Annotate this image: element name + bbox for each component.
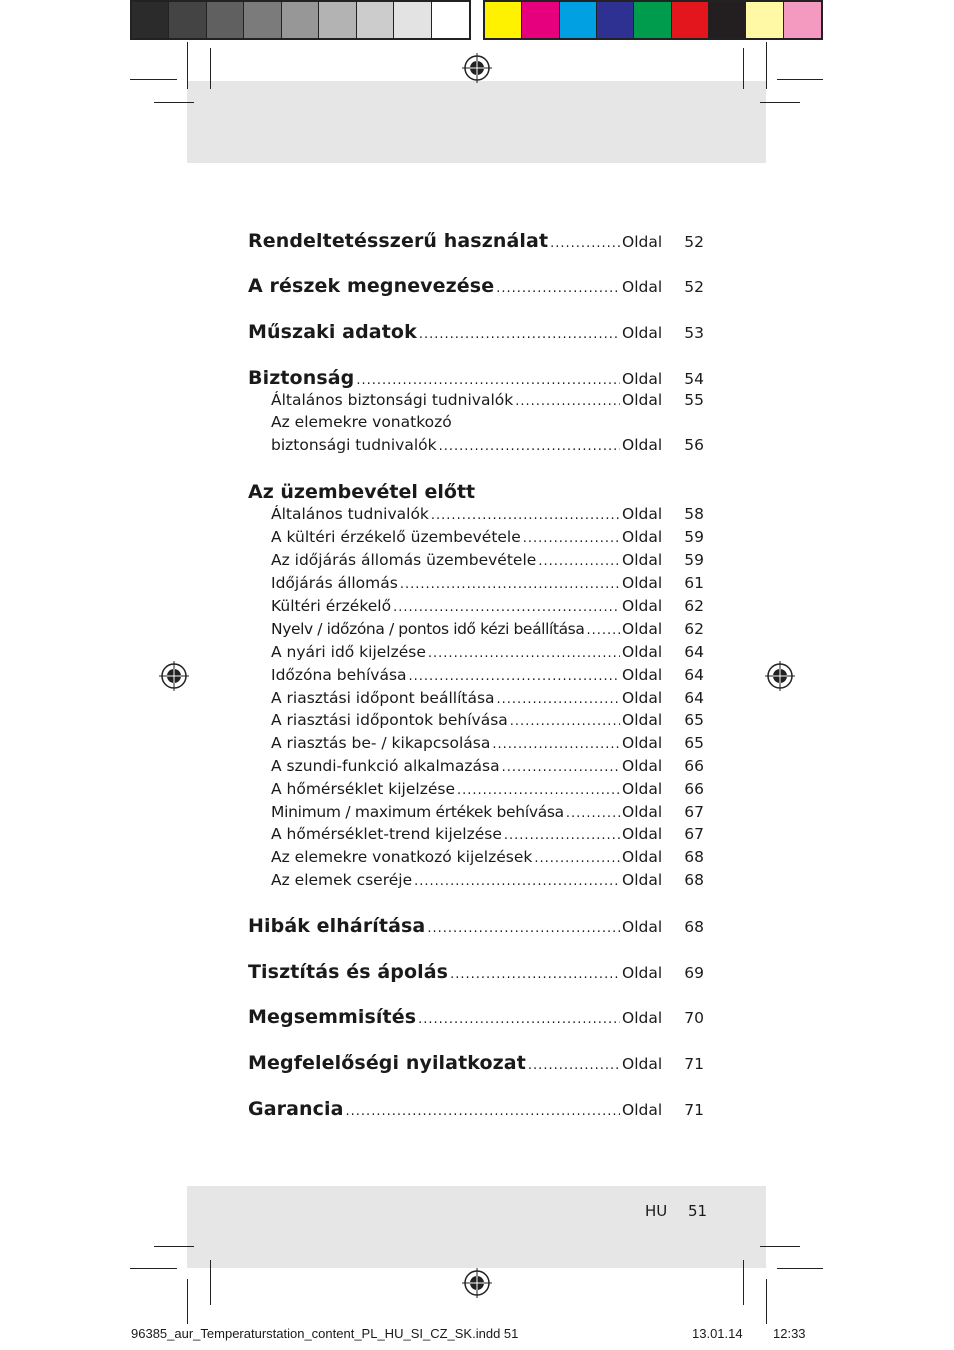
toc-page-number: 59 [684,551,704,569]
toc-subentry[interactable] [271,574,704,597]
toc-entry[interactable] [248,915,704,938]
toc-page-number: 67 [684,825,704,843]
toc-entry-title: Az időjárás állomás üzembevétele [271,551,537,569]
toc-subentry[interactable] [271,666,704,689]
toc-entry[interactable] [248,1006,704,1029]
leader-dots [497,692,620,707]
toc-entry-title: A riasztási időpont beállítása [271,689,495,707]
registration-mark-icon [462,1268,492,1298]
toc-entry-title: A riasztás be- / kikapcsolása [271,734,491,752]
color-swatch [597,2,634,38]
toc-oldal-label: Oldal [622,233,663,251]
toc-page-number: 68 [684,918,704,936]
crop-mark [766,1279,767,1324]
toc-entry[interactable] [248,1052,704,1075]
color-swatch [784,2,821,38]
toc-subentry[interactable] [271,711,704,734]
crop-mark [210,48,211,89]
toc-entry[interactable] [248,1098,704,1121]
leader-dots [356,373,620,388]
toc-page-number: 56 [684,436,704,454]
toc-oldal-label: Oldal [622,643,663,661]
toc-page-number: 65 [684,734,704,752]
crop-mark [210,1260,211,1305]
toc-page-number: 54 [684,370,704,388]
toc-entry-title: Rendeltetésszerű használat [248,230,549,252]
toc-subentry[interactable] [271,780,704,803]
color-swatch [634,2,671,38]
leader-dots [393,600,620,615]
toc-entry-title: A nyári idő kijelzése [271,643,426,661]
toc-entry-title: Az elemek cseréje [271,871,413,889]
registration-mark-icon [765,661,795,691]
toc-page-number: 67 [684,803,704,821]
toc-entry-title: Időzóna behívása [271,666,407,684]
toc-oldal-label: Oldal [622,825,663,843]
toc-entry-title: Minimum / maximum értékek behívása [271,803,564,821]
registration-mark-icon [159,661,189,691]
color-swatch [244,2,281,38]
color-swatch [432,2,469,38]
toc-entry-title: Általános biztonsági tudnivalók [271,391,514,409]
toc-oldal-label: Oldal [622,757,663,775]
toc-oldal-label: Oldal [622,964,663,982]
crop-mark [766,42,767,89]
toc-oldal-label: Oldal [622,689,663,707]
color-swatch [357,2,394,38]
toc-entry-title: Nyelv / időzóna / pontos idő kézi beállítása [271,620,585,638]
leader-dots [414,874,620,889]
toc-entry-title: A riasztási időpontok behívása [271,711,508,729]
registration-mark-icon [462,53,492,83]
toc-page-number: 55 [684,391,704,409]
crop-mark [154,1246,194,1247]
toc-entry-title: Általános tudnivalók [271,505,429,523]
toc-entry-title: Biztonság [248,367,355,389]
toc-page-number: 58 [684,505,704,523]
toc-oldal-label: Oldal [622,324,663,342]
crop-mark [760,102,800,103]
crop-mark [743,48,744,89]
print-slug-date: 13.01.14 [692,1326,743,1341]
toc-entry-title: A hőmérséklet-trend kijelzése [271,825,502,843]
toc-entry[interactable] [248,961,704,984]
leader-dots [534,851,620,866]
toc-page-number: 71 [684,1101,704,1119]
crop-mark [187,1279,188,1324]
crop-mark [777,1268,823,1269]
toc-subentry[interactable] [271,689,704,712]
toc-entry[interactable] [248,321,704,344]
leader-dots [457,783,620,798]
toc-oldal-label: Oldal [622,620,663,638]
leader-dots [538,554,620,569]
toc-oldal-label: Oldal [622,278,663,296]
toc-page-number: 69 [684,964,704,982]
color-swatch [169,2,206,38]
toc-entry-title: A részek megnevezése [248,275,495,297]
toc-oldal-label: Oldal [622,1009,663,1027]
toc-subentry[interactable] [271,643,704,666]
crop-mark [760,1246,800,1247]
crop-mark [130,1268,177,1269]
toc-page-number: 53 [684,324,704,342]
toc-entry-title: Megsemmisítés [248,1006,417,1028]
leader-dots [502,760,620,775]
toc-subentry[interactable] [271,871,704,894]
toc-page-number: 59 [684,528,704,546]
crop-mark [777,79,823,80]
leader-dots [431,508,620,523]
toc-oldal-label: Oldal [622,1101,663,1119]
toc-page-number: 62 [684,620,704,638]
leader-dots [419,327,620,342]
toc-page-number: 66 [684,780,704,798]
toc-subentry[interactable] [271,528,704,551]
toc-page-number: 70 [684,1009,704,1027]
leader-dots [427,921,620,936]
toc-subentry[interactable] [271,825,704,848]
toc-oldal-label: Oldal [622,848,663,866]
toc-entry-title: Az elemekre vonatkozó kijelzések [271,848,533,866]
color-swatch [319,2,356,38]
toc-oldal-label: Oldal [622,871,663,889]
color-swatch [522,2,559,38]
color-swatch [709,2,746,38]
color-swatch [672,2,709,38]
leader-dots [409,669,620,684]
toc-subentry[interactable] [271,620,704,643]
toc-section-heading[interactable]: Az üzembevétel előtt [248,481,476,503]
toc-entry-title: Kültéri érzékelő [271,597,392,615]
toc-page-number: 61 [684,574,704,592]
toc-oldal-label: Oldal [622,505,663,523]
leader-dots [515,394,620,409]
print-slug-time: 12:33 [773,1326,806,1341]
color-swatch [394,2,431,38]
footer-language-code: HU [645,1202,668,1220]
toc-page-number: 52 [684,278,704,296]
toc-page-number: 64 [684,666,704,684]
leader-dots [450,967,620,982]
leader-dots [428,646,620,661]
crop-mark [187,42,188,89]
toc-oldal-label: Oldal [622,803,663,821]
leader-dots [550,236,620,251]
leader-dots [346,1104,620,1119]
color-swatch [132,2,169,38]
toc-page-number: 66 [684,757,704,775]
toc-page-number: 68 [684,848,704,866]
toc-entry-title: Időjárás állomás [271,574,398,592]
process-color-bar [483,0,823,40]
toc-entry[interactable] [248,275,704,298]
toc-oldal-label: Oldal [622,370,663,388]
color-swatch [746,2,783,38]
toc-entry[interactable] [248,230,704,253]
toc-subentry[interactable] [271,505,704,528]
crop-mark [743,1260,744,1305]
toc-oldal-label: Oldal [622,391,663,409]
toc-page-number: 52 [684,233,704,251]
toc-page-number: 64 [684,689,704,707]
leader-dots [528,1058,620,1073]
toc-subentry[interactable] [271,803,704,826]
toc-subentry[interactable] [271,848,704,871]
toc-page-number: 62 [684,597,704,615]
color-swatch [560,2,597,38]
leader-dots [566,806,620,821]
toc-entry-title-line1: Az elemekre vonatkozó [271,413,452,431]
toc-entry-title: Megfelelőségi nyilatkozat [248,1052,526,1074]
leader-dots [523,531,620,546]
footer-panel [187,1186,766,1268]
toc-page-number: 68 [684,871,704,889]
color-swatch [485,2,522,38]
leader-dots [496,281,620,296]
grayscale-color-bar [130,0,471,40]
leader-dots [492,737,620,752]
crop-mark [130,79,177,80]
toc-entry-title: Tisztítás és ápolás [248,961,449,983]
toc-entry-title: A szundi-funkció alkalmazása [271,757,500,775]
toc-oldal-label: Oldal [622,666,663,684]
footer-page-number: 51 [688,1202,708,1220]
toc-subentry[interactable] [271,757,704,780]
toc-oldal-label: Oldal [622,918,663,936]
leader-dots [510,714,620,729]
leader-dots [439,439,620,454]
toc-entry-title: Hibák elhárítása [248,915,426,937]
print-slug-filename: 96385_aur_Temperaturstation_content_PL_HU_SI_CZ_SK.indd 51 [131,1326,519,1341]
toc-subentry[interactable] [271,597,704,620]
toc-entry-title: biztonsági tudnivalók [271,436,437,454]
toc-oldal-label: Oldal [622,597,663,615]
color-swatch [207,2,244,38]
leader-dots [504,828,620,843]
leader-dots [418,1012,620,1027]
header-panel [187,81,766,163]
toc-oldal-label: Oldal [622,551,663,569]
toc-oldal-label: Oldal [622,1055,663,1073]
leader-dots [586,623,620,638]
leader-dots [400,577,620,592]
toc-entry-title: Garancia [248,1098,344,1120]
toc-oldal-label: Oldal [622,780,663,798]
toc-oldal-label: Oldal [622,528,663,546]
toc-subentry[interactable] [271,436,704,459]
toc-subentry[interactable] [271,391,704,414]
toc-page-number: 71 [684,1055,704,1073]
toc-oldal-label: Oldal [622,734,663,752]
toc-entry-title: Műszaki adatok [248,321,417,343]
toc-page-number: 65 [684,711,704,729]
toc-entry-title: A kültéri érzékelő üzembevétele [271,528,521,546]
toc-oldal-label: Oldal [622,711,663,729]
toc-entry-title: A hőmérséklet kijelzése [271,780,455,798]
toc-oldal-label: Oldal [622,574,663,592]
color-swatch [282,2,319,38]
toc-page-number: 64 [684,643,704,661]
toc-subentry[interactable] [271,551,704,574]
toc-oldal-label: Oldal [622,436,663,454]
toc-entry[interactable] [248,367,704,390]
toc-subentry[interactable] [271,734,704,757]
crop-mark [154,102,194,103]
